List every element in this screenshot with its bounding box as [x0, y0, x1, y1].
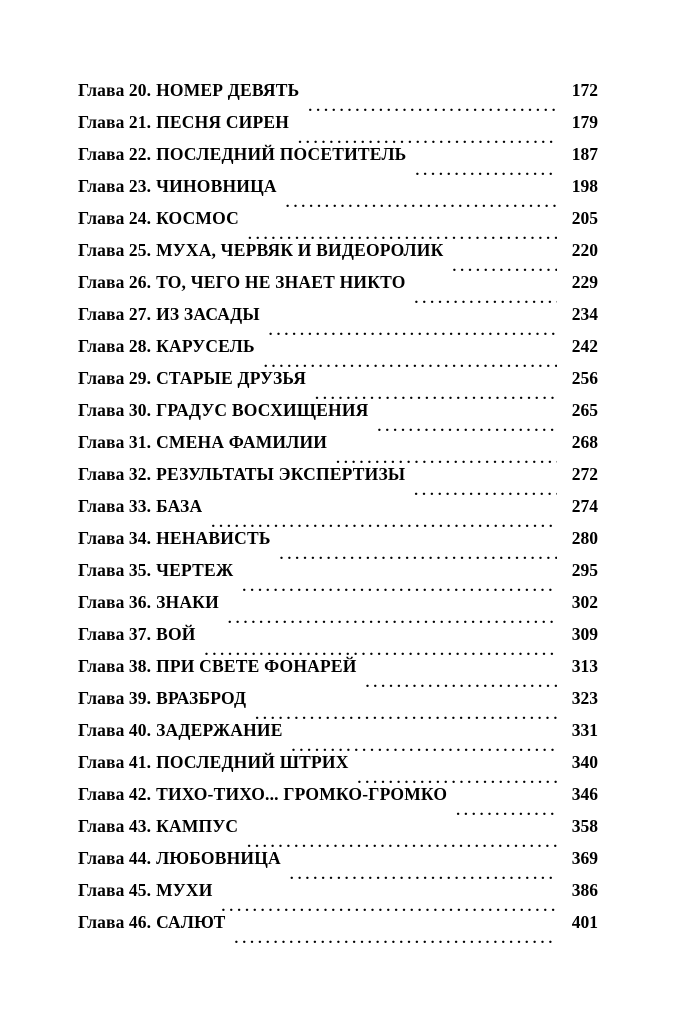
toc-entry-title: КАМПУС: [156, 816, 239, 836]
toc-entry-page-number: 358: [571, 816, 598, 836]
toc-entry-title: РЕЗУЛЬТАТЫ ЭКСПЕРТИЗЫ: [156, 464, 406, 484]
toc-leader-dots: [308, 100, 557, 114]
toc-entry-title: ВРАЗБРОД: [156, 688, 247, 708]
toc-leader-dots: [456, 804, 557, 818]
toc-leader-dots: [414, 484, 557, 498]
toc-entry-chapter: Глава 28.: [78, 336, 152, 356]
toc-entry: [78, 690, 598, 722]
toc-entry-title: ПРИ СВЕТЕ ФОНАРЕЙ: [156, 656, 357, 676]
toc-entry: [78, 626, 598, 658]
toc-leader-dots: [248, 228, 557, 242]
toc-entry-chapter: Глава 23.: [78, 176, 152, 196]
toc-entry-title: НОМЕР ДЕВЯТЬ: [156, 80, 300, 100]
toc-entry-chapter: Глава 32.: [78, 464, 152, 484]
toc-entry-chapter: Глава 27.: [78, 304, 152, 324]
toc-entry-page-number: 256: [571, 368, 598, 388]
toc-entry-chapter: Глава 29.: [78, 368, 152, 388]
toc-entry-chapter: Глава 37.: [78, 624, 152, 644]
toc-entry-title: ГРАДУС ВОСХИЩЕНИЯ: [156, 400, 369, 420]
toc-entry-page-number: 401: [571, 912, 598, 932]
toc-entry: [78, 530, 598, 562]
toc-entry: [78, 210, 598, 242]
toc-entry: [78, 466, 598, 498]
toc-entry-title: КОСМОС: [156, 208, 239, 228]
toc-leader-dots: [247, 836, 557, 850]
toc-entry-page-number: 302: [571, 592, 598, 612]
toc-entry-title: БАЗА: [156, 496, 203, 516]
toc-leader-dots: [211, 516, 557, 530]
toc-entry: [78, 82, 598, 114]
toc-leader-dots: [336, 452, 557, 466]
toc-entry-title: ТО, ЧЕГО НЕ ЗНАЕТ НИКТО: [156, 272, 406, 292]
toc-entry-page-number: 242: [571, 336, 598, 356]
toc-entry: [78, 786, 598, 818]
toc-entry-chapter: Глава 34.: [78, 528, 152, 548]
toc-entry-page-number: 205: [571, 208, 598, 228]
toc-entry-chapter: Глава 42.: [78, 784, 152, 804]
toc-entry-title: ЧЕРТЕЖ: [156, 560, 234, 580]
toc-entry-page-number: 369: [571, 848, 598, 868]
toc-entry-title: ИЗ ЗАСАДЫ: [156, 304, 260, 324]
toc-entry-chapter: Глава 44.: [78, 848, 152, 868]
toc-leader-dots: [378, 420, 557, 434]
toc-entry-title: ТИХО-ТИХО... ГРОМКО-ГРОМКО: [156, 784, 448, 804]
toc-entry-page-number: 268: [571, 432, 598, 452]
toc-entry-title: ЧИНОВНИЦА: [156, 176, 277, 196]
toc-entry-page-number: 198: [571, 176, 598, 196]
toc-entry-chapter: Глава 25.: [78, 240, 152, 260]
toc-entry: [78, 242, 598, 274]
toc-leader-dots: [280, 548, 557, 562]
toc-entry-page-number: 234: [571, 304, 598, 324]
toc-entry: [78, 338, 598, 370]
toc-entry-chapter: Глава 20.: [78, 80, 152, 100]
toc-entry-chapter: Глава 24.: [78, 208, 152, 228]
toc-leader-dots: [290, 868, 557, 882]
toc-entry-page-number: 295: [571, 560, 598, 580]
toc-entry: [78, 594, 598, 626]
toc-entry-page-number: 346: [571, 784, 598, 804]
toc-entry-page-number: 386: [571, 880, 598, 900]
toc-leader-dots: [255, 708, 557, 722]
toc-entry: [78, 658, 598, 690]
toc-entry-title: МУХА, ЧЕРВЯК И ВИДЕОРОЛИК: [156, 240, 444, 260]
toc-entry: [78, 306, 598, 338]
toc-entry-title: ВОЙ: [156, 624, 196, 644]
toc-leader-dots: [242, 580, 557, 594]
toc-entry-page-number: 309: [571, 624, 598, 644]
toc-entry-page-number: 274: [571, 496, 598, 516]
toc-entry-title: НЕНАВИСТЬ: [156, 528, 271, 548]
toc-entry-page-number: 331: [571, 720, 598, 740]
toc-entry-page-number: 187: [571, 144, 598, 164]
toc-entry-chapter: Глава 41.: [78, 752, 152, 772]
toc-entry-chapter: Глава 43.: [78, 816, 152, 836]
toc-entry-page-number: 265: [571, 400, 598, 420]
toc-entry-chapter: Глава 21.: [78, 112, 152, 132]
toc-entry: [78, 402, 598, 434]
toc-leader-dots: [452, 260, 557, 274]
toc-entry: [78, 562, 598, 594]
toc-entry-title: САЛЮТ: [156, 912, 226, 932]
toc-leader-dots: [286, 196, 557, 210]
toc-entry-title: ЗНАКИ: [156, 592, 219, 612]
toc-entry: [78, 146, 598, 178]
table-of-contents: [78, 82, 598, 946]
toc-entry-page-number: 340: [571, 752, 598, 772]
toc-leader-dots: [415, 164, 557, 178]
toc-entry: [78, 754, 598, 786]
toc-leader-dots: [269, 324, 557, 338]
toc-entry-chapter: Глава 36.: [78, 592, 152, 612]
toc-entry: [78, 434, 598, 466]
toc-leader-dots: [292, 740, 557, 754]
toc-leader-dots: [415, 292, 557, 306]
toc-entry-title: МУХИ: [156, 880, 213, 900]
toc-entry: [78, 274, 598, 306]
toc-leader-dots: [315, 388, 557, 402]
toc-entry: [78, 498, 598, 530]
toc-entry-chapter: Глава 35.: [78, 560, 152, 580]
toc-entry: [78, 114, 598, 146]
toc-entry-title: СМЕНА ФАМИЛИИ: [156, 432, 328, 452]
toc-entry-page-number: 229: [571, 272, 598, 292]
toc-entry: [78, 722, 598, 754]
toc-entry-chapter: Глава 31.: [78, 432, 152, 452]
toc-entry-chapter: Глава 45.: [78, 880, 152, 900]
toc-entry-title: КАРУСЕЛЬ: [156, 336, 255, 356]
toc-entry-title: ПЕСНЯ СИРЕН: [156, 112, 290, 132]
toc-entry: [78, 850, 598, 882]
toc-entry-chapter: Глава 40.: [78, 720, 152, 740]
toc-entry: [78, 370, 598, 402]
toc-entry-page-number: 323: [571, 688, 598, 708]
toc-entry-chapter: Глава 26.: [78, 272, 152, 292]
toc-leader-dots: [264, 356, 557, 370]
toc-entry-chapter: Глава 39.: [78, 688, 152, 708]
toc-leader-dots: [228, 612, 557, 626]
toc-leader-dots: [358, 772, 557, 786]
toc-entry-page-number: 220: [571, 240, 598, 260]
toc-entry-chapter: Глава 46.: [78, 912, 152, 932]
toc-leader-dots: [298, 132, 557, 146]
toc-entry-title: ЛЮБОВНИЦА: [156, 848, 281, 868]
toc-entry-title: ПОСЛЕДНИЙ ПОСЕТИТЕЛЬ: [156, 144, 407, 164]
toc-entry: [78, 882, 598, 914]
toc-entry-page-number: 272: [571, 464, 598, 484]
toc-entry-page-number: 172: [571, 80, 598, 100]
toc-entry: [78, 818, 598, 850]
toc-entry: [78, 914, 598, 946]
toc-entry-page-number: 179: [571, 112, 598, 132]
toc-entry-chapter: Глава 22.: [78, 144, 152, 164]
toc-entry-title: ПОСЛЕДНИЙ ШТРИХ: [156, 752, 349, 772]
toc-entry-page-number: 313: [571, 656, 598, 676]
toc-leader-dots: [222, 900, 557, 914]
toc-entry-chapter: Глава 33.: [78, 496, 152, 516]
toc-entry-chapter: Глава 30.: [78, 400, 152, 420]
toc-entry-page-number: 280: [571, 528, 598, 548]
toc-entry-title: ЗАДЕРЖАНИЕ: [156, 720, 283, 740]
toc-entry-chapter: Глава 38.: [78, 656, 152, 676]
toc-leader-dots: [205, 644, 557, 658]
toc-entry: [78, 178, 598, 210]
toc-leader-dots: [234, 932, 557, 946]
toc-leader-dots: [366, 676, 557, 690]
toc-entry-title: СТАРЫЕ ДРУЗЬЯ: [156, 368, 307, 388]
